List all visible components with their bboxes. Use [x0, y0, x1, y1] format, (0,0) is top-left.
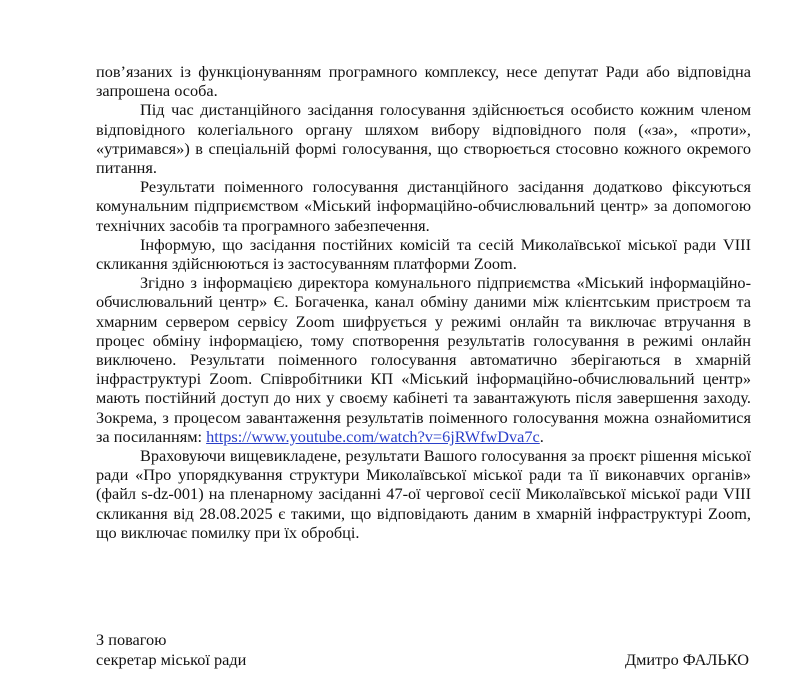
signature-block: [96, 630, 751, 670]
paragraph-encryption-end: .: [539, 426, 544, 446]
paragraph-zoom-platform: Інформую, що засідання постійних комісій та сесій Миколаївської міської ради VIII скликання здійснюються із застосуванням платформи Zoom.: [96, 234, 751, 274]
paragraph-continuation: пов’язаних із функціонуванням програмного комплексу, несе депутат Ради або відповідна запрошена особа.: [96, 62, 751, 101]
closing-phrase: З повагою: [96, 630, 167, 649]
youtube-link[interactable]: https://www.youtube.com/watch?v=6jRWfwDva7c: [206, 426, 540, 446]
paragraph-conclusion: Враховуючи вищевикладене, результати Вашого голосування за проєкт рішення міської ради «Про упорядкування структури Миколаївської міської ради та її виконавчих органів» (файл s-dz-001) на пленарному засіданні 47-ої чергової сесії Миколаївської міської ради VIII скликання від 28.08.2025 є такими, що відповідають даним в хмарній інфраструктурі Zoom, що виключає помилку при їх обробці.: [96, 446, 751, 542]
paragraph-voting-procedure: Під час дистанційного засідання голосування здійснюється особисто кожним членом відповідного колегіального органу шляхом вибору відповідного поля («за», «проти», «утримався») в спеціальній формі голосування, що створюється стосовно кожного окремого питання.: [96, 100, 751, 178]
signer-name: Дмитро ФАЛЬКО: [625, 649, 749, 669]
letter-body: [96, 62, 751, 542]
paragraph-results-recording: Результати поіменного голосування дистанційного засідання додатково фіксуються комунальним підприємством «Міський інформаційно-обчислювальний центр» за допомогою технічних засобів та програмного забезпечення.: [96, 177, 751, 235]
paragraph-encryption-text: Згідно з інформацією директора комунального підприємства «Міський інформаційно-обчислювальний центр» Є. Богаченка, канал обміну даними між клієнтським пристроєм та хмарним сервером сервісу Zoom шифрується у режимі онлайн та виключає втручання в процес обміну інформацією, тому спотворення результатів голосування в режимі онлайн виключено. Результати поіменного голосування автоматично зберігаються в хмарній інфраструктурі Zoom. Співробітники КП «Міський інформаційно-обчислювальний центр» мають постійний доступ до них у своєму кабінеті та завантажують після завершення заходу. Зокрема, з процесом завантаження результатів поіменного голосування можна ознайомитися за посиланням:: [96, 273, 751, 446]
paragraph-encryption-info: [96, 273, 751, 446]
signer-position: секретар міської ради: [96, 649, 247, 669]
